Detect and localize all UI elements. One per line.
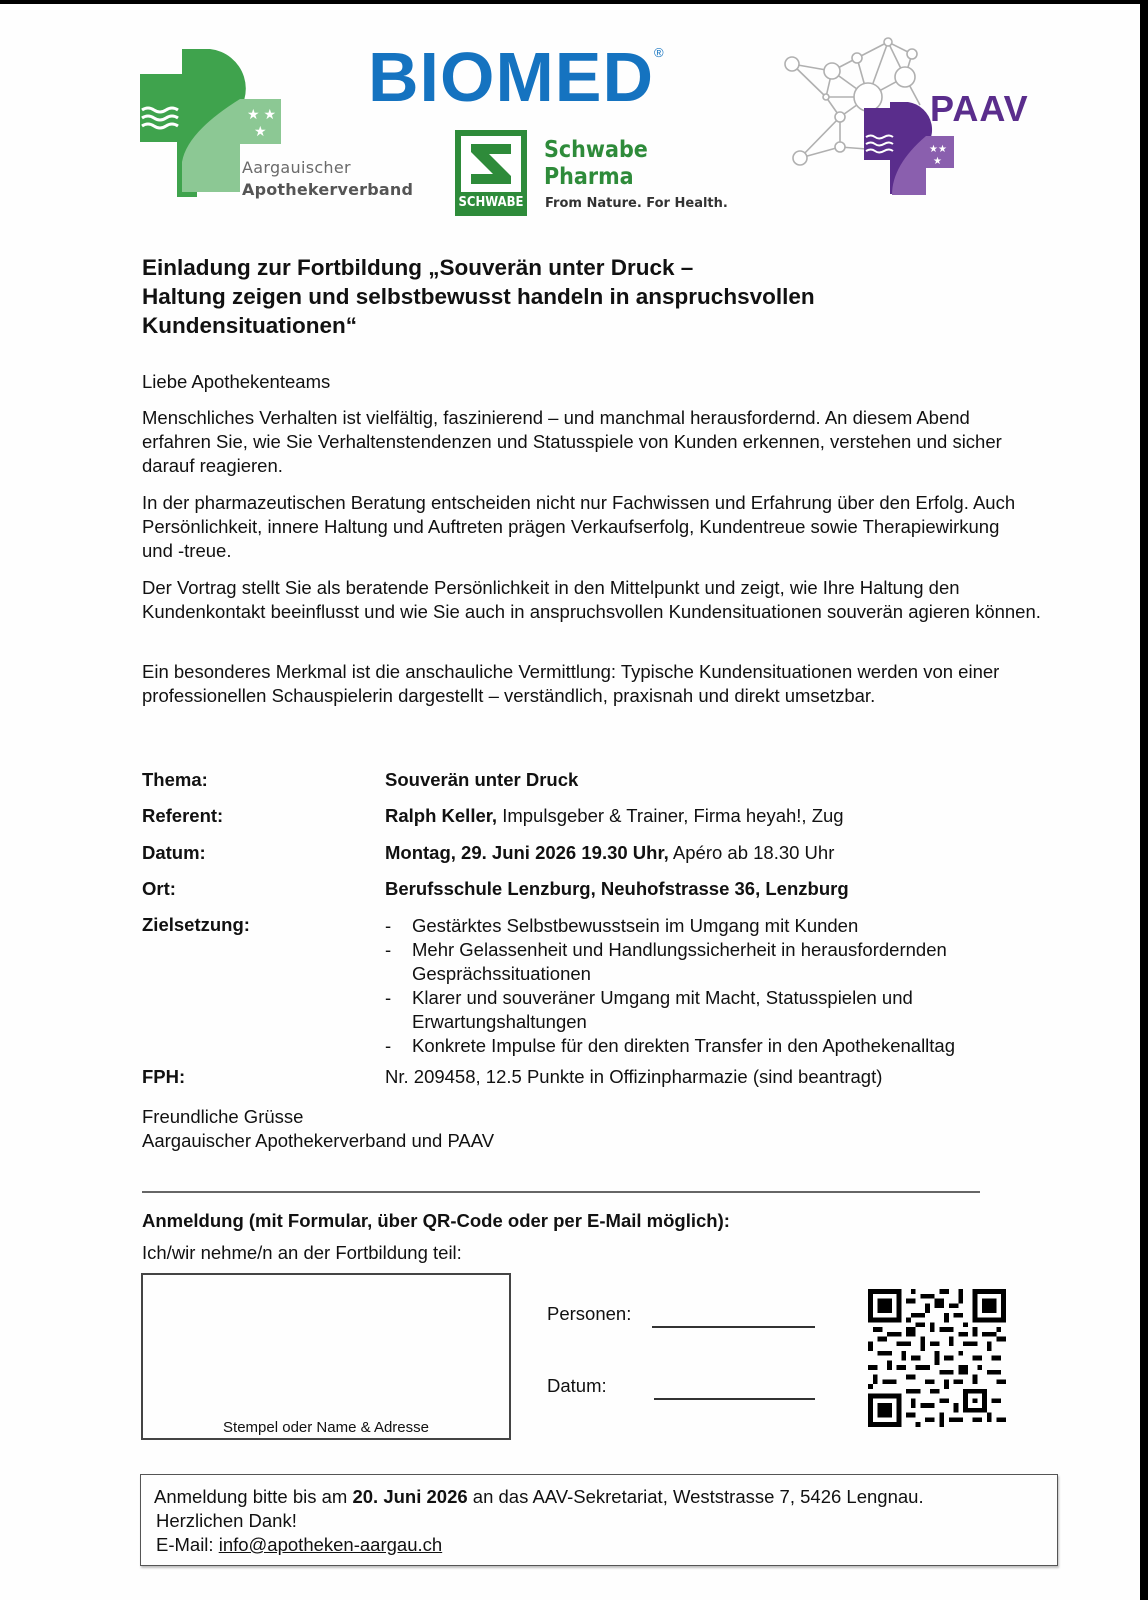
divider	[142, 1191, 980, 1193]
paav-logo	[780, 30, 1050, 200]
email-line: E-Mail: info@apotheken-aargau.ch	[156, 1534, 443, 1555]
paav-name: PAAV	[930, 88, 1029, 129]
goals-list	[385, 914, 1025, 1058]
deadline-text: Anmeldung bitte bis am 20. Juni 2026 an das AAV-Sekretariat, Weststrasse 7, 5426 Lengnau.	[154, 1486, 924, 1507]
closing-line2: Aargauischer Apothekerverband und PAAV	[142, 1130, 495, 1151]
paragraph-1: Menschliches Verhalten ist vielfältig, faszinierend – und manchmal herausfordernd. An diesem Abend erfahren Sie, wie Sie Verhaltenstendenzen und Statusspiele von Kunden erkennen, verstehen und sicher darauf reagieren.	[142, 407, 1002, 476]
detail-zielsetzung: Zielsetzung: - Gestärktes Selbstbewusstsein im Umgang mit Kunden - Mehr Gelassenheit und Handlungssicherheit in herausfordernden Gesprächssituationen - Klarer und souveräner Umgang mit Macht, Statusspielen und Erwartungshaltungen - Konkrete Impulse für den direkten Transfer in den Apothekenalltag	[142, 914, 1042, 1044]
persons-label: Personen:	[547, 1303, 632, 1324]
persons-input[interactable]	[652, 1322, 815, 1328]
schwabe-name: Schwabe Pharma	[544, 137, 648, 190]
aav-name-line1: Aargauischer	[242, 158, 351, 177]
schwabe-tagline: From Nature. For Health.	[545, 196, 728, 211]
schwabe-badge-icon	[455, 130, 527, 216]
svg-text:★: ★	[933, 156, 942, 167]
page-title: Einladung zur Fortbildung „Souverän unter Druck – Haltung zeigen und selbstbewusst handeln in anspruchsvollen Kundensituationen“	[142, 255, 815, 338]
registration-intro: Ich/wir nehme/n an der Fortbildung teil:	[142, 1242, 462, 1263]
svg-text:★: ★	[254, 123, 267, 139]
goal-item: - Klarer und souveräner Umgang mit Macht, Statusspielen und Erwartungshaltungen	[385, 986, 1025, 1034]
stamp-label: Stempel oder Name & Adresse	[223, 1419, 429, 1436]
schwabe-badge-text: SCHWABE	[458, 195, 524, 210]
goal-item: - Gestärktes Selbstbewusstsein im Umgang mit Kunden	[385, 914, 1025, 938]
detail-referent: Referent: Ralph Keller, Impulsgeber & Trainer, Firma heyah!, Zug	[142, 805, 844, 826]
deadline-date: 20. Juni 2026	[352, 1486, 468, 1507]
paragraph-3: Der Vortrag stellt Sie als beratende Persönlichkeit in den Mittelpunkt und zeigt, wie Ihre Haltung den Kundenkontakt beeinflusst und wie Sie auch in anspruchsvollen Kundensituationen souverän agieren können.	[142, 577, 1041, 622]
goal-item: - Konkrete Impulse für den direkten Transfer in den Apothekenalltag	[385, 1034, 1025, 1058]
detail-ort: Ort: Berufsschule Lenzburg, Neuhofstrasse 36, Lenzburg	[142, 878, 849, 899]
paragraph-4: Ein besonderes Merkmal ist die anschauliche Vermittlung: Typische Kundensituationen werden von einer professionellen Schauspielerin dargestellt – verständlich, praxisnah und direkt umsetzbar.	[142, 661, 1000, 706]
stamp-field[interactable]	[141, 1273, 511, 1440]
detail-fph: FPH: Nr. 209458, 12.5 Punkte in Offizinpharmazie (sind beantragt)	[142, 1066, 883, 1087]
goal-item: - Mehr Gelassenheit und Handlungssicherheit in herausfordernden Gesprächssituationen	[385, 938, 1025, 986]
qr-code-icon[interactable]	[868, 1289, 1006, 1427]
date-input[interactable]	[654, 1394, 815, 1400]
aav-name-line2: Apothekerverband	[242, 180, 414, 199]
svg-text:★ ★: ★ ★	[247, 106, 276, 122]
biomed-logo	[368, 38, 665, 116]
date-label: Datum:	[547, 1375, 607, 1396]
detail-thema: Thema: Souverän unter Druck	[142, 769, 579, 790]
registration-heading: Anmeldung (mit Formular, über QR-Code oder per E-Mail möglich):	[142, 1210, 730, 1231]
svg-text:★★: ★★	[929, 144, 947, 155]
thanks-text: Herzlichen Dank!	[156, 1510, 297, 1531]
registration-deadline-box	[140, 1474, 1058, 1566]
detail-datum: Datum: Montag, 29. Juni 2026 19.30 Uhr, Apéro ab 18.30 Uhr	[142, 842, 835, 863]
greeting: Liebe Apothekenteams	[142, 371, 331, 392]
biomed-name: BIOMED	[368, 38, 654, 116]
email-link[interactable]: info@apotheken-aargau.ch	[218, 1534, 443, 1555]
paragraph-2: In der pharmazeutischen Beratung entscheiden nicht nur Fachwissen und Erfahrung über den Erfolg. Auch Persönlichkeit, innere Haltung und Auftreten prägen Verkaufserfolg, Kundentreue sowie Therapiewirkung und -treue.	[142, 492, 1016, 561]
document-page	[0, 4, 1140, 1600]
registered-mark: ®	[654, 45, 665, 60]
closing-line1: Freundliche Grüsse	[142, 1106, 304, 1127]
